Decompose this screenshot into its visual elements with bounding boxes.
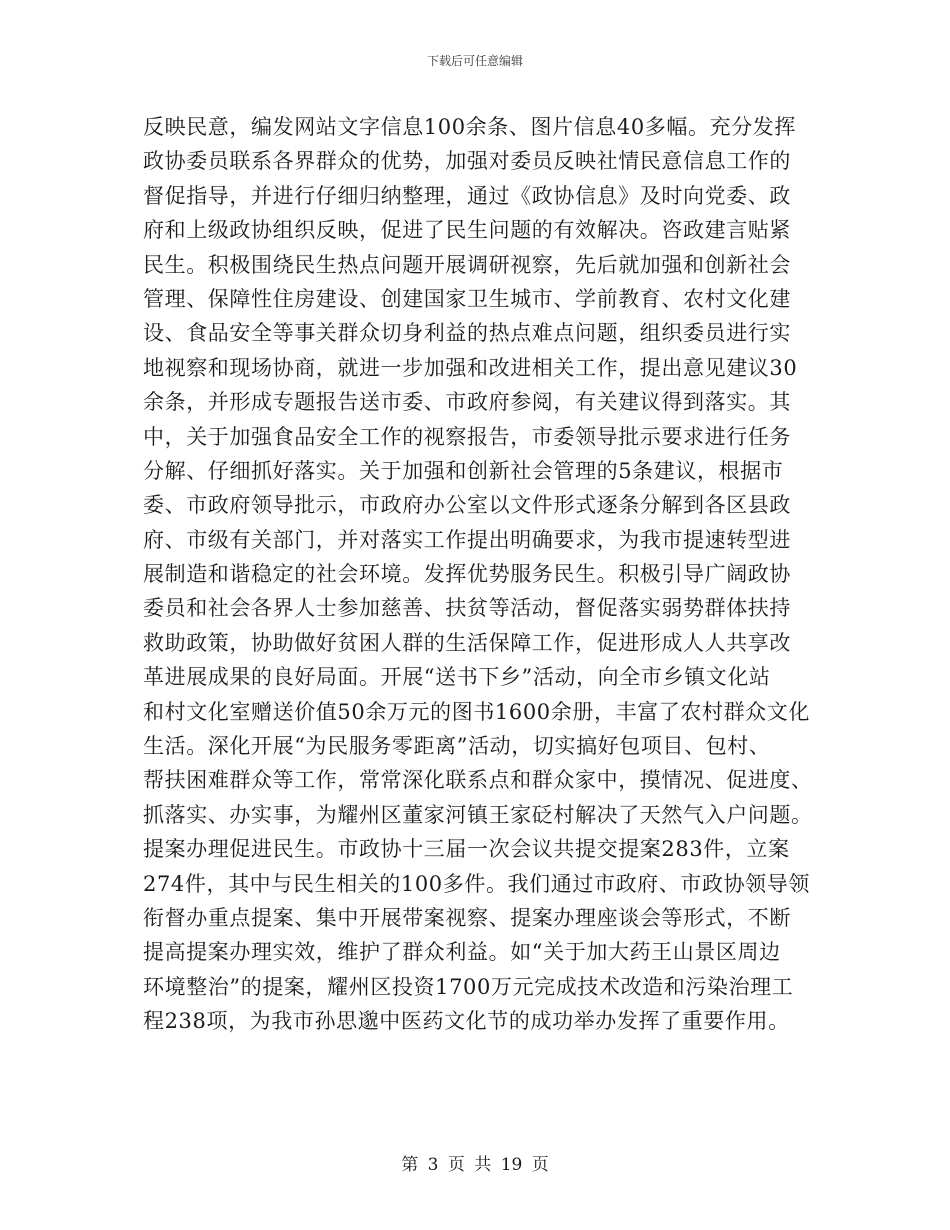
text-line: 府和上级政协组织反映，促进了民生问题的有效解决。咨政建言贴紧: [143, 218, 791, 243]
text-line: 地视察和现场协商，就进一步加强和改进相关工作，提出意见建议30: [143, 355, 798, 380]
text-line: 余条，并形成专题报告送市委、市政府参阅，有关建议得到落实。其: [143, 390, 791, 415]
page-number: 第 3 页 共 19 页: [401, 1155, 549, 1175]
text-line: 提高提案办理实效，维护了群众利益。如“关于加大药王山景区周边: [143, 940, 781, 965]
text-line: 和村文化室赠送价值50余万元的图书1600余册，丰富了农村群众文化: [143, 699, 810, 724]
text-line: 管理、保障性住房建设、创建国家卫生城市、学前教育、农村文化建: [143, 286, 791, 311]
text-line: 革进展成果的良好局面。开展“送书下乡”活动，向全市乡镇文化站: [143, 665, 771, 690]
text-line: 委员和社会各界人士参加慈善、扶贫等活动，督促落实弱势群体扶持: [143, 596, 791, 621]
text-line: 帮扶困难群众等工作，常常深化联系点和群众家中，摸情况、促进度、: [143, 768, 813, 793]
text-line: 委、市政府领导批示，市政府办公室以文件形式逐条分解到各区县政: [143, 493, 791, 518]
text-line: 分解、仔细抓好落实。关于加强和创新社会管理的5条建议，根据市: [143, 458, 784, 483]
text-line: 反映民意，编发网站文字信息100余条、图片信息40多幅。充分发挥: [143, 115, 797, 139]
text-line: 府、市级有关部门，并对落实工作提出明确要求，为我市提速转型进: [143, 527, 791, 552]
text-line: 提案办理促进民生。市政协十三届一次会议共提交提案283件，立案: [143, 837, 790, 862]
page-header-note: 下载后可任意编辑: [426, 54, 523, 68]
text-line: 环境整治”的提案，耀州区投资1700万元完成技术改造和污染治理工: [143, 974, 794, 999]
text-line: 督促指导，并进行仔细归纳整理，通过《政协信息》及时向党委、政: [143, 183, 791, 208]
text-line: 衔督办重点提案、集中开展带案视察、提案办理座谈会等形式，不断: [143, 905, 791, 930]
text-line: 程238项，为我市孙思邈中医药文化节的成功举办发挥了重要作用。: [143, 1009, 790, 1034]
document-body: [143, 110, 815, 1039]
text-line: 民生。积极围绕民生热点问题开展调研视察，先后就加强和创新社会: [143, 252, 791, 277]
text-line: 设、食品安全等事关群众切身利益的热点难点问题，组织委员进行实: [143, 321, 791, 346]
text-line: 救助政策，协助做好贫困人群的生活保障工作，促进形成人人共享改: [143, 630, 791, 655]
text-line: 中，关于加强食品安全工作的视察报告，市委领导批示要求进行任务: [143, 424, 791, 449]
text-line: 274件，其中与民生相关的100多件。我们通过市政府、市政协领导领: [143, 871, 810, 896]
text-line: 抓落实、办实事，为耀州区董家河镇王家砭村解决了天然气入户问题。: [143, 802, 813, 827]
text-line: 展制造和谐稳定的社会环境。发挥优势服务民生。积极引导广阔政协: [143, 562, 791, 587]
text-line: 生活。深化开展“为民服务零距离”活动，切实搞好包项目、包村、: [143, 734, 771, 759]
text-line: 政协委员联系各界群众的优势，加强对委员反映社情民意信息工作的: [143, 149, 791, 174]
